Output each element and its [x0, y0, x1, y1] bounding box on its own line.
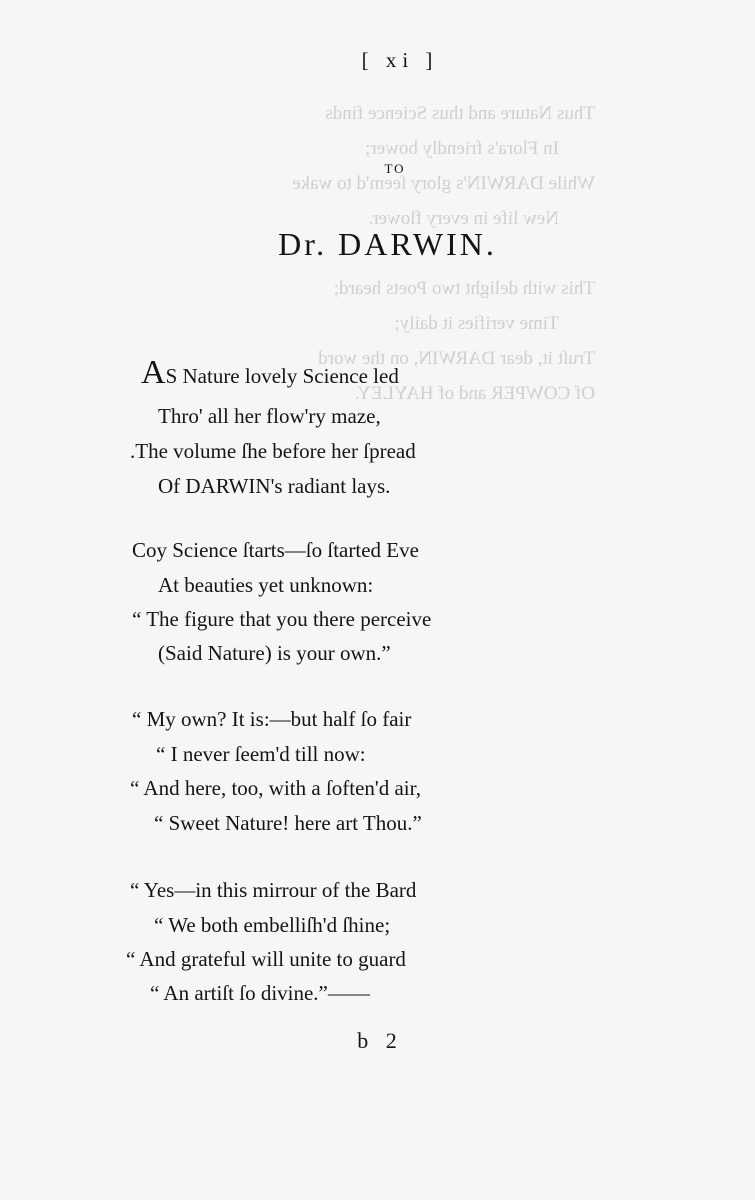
poem-line: “ And grateful will unite to guard: [126, 947, 406, 971]
show-through-text-decoration: Thus Nature and thus Science finds In Flora's friendly bower; While DARWIN's glory ſeem'd to wake New life in every flower. This with delight two Poets heard; Time verifies it daily; Truſt it, dear DARWIN, on the word Of COWPER and of HAYLEY.: [292, 103, 595, 404]
poem-line: (Said Nature) is your own.”: [158, 641, 391, 665]
poem-line: “ Sweet Nature! here art Thou.”: [154, 811, 422, 835]
drop-cap: A: [141, 354, 166, 391]
poem-line: AS Nature lovely Science led: [141, 354, 399, 391]
poem-line: “ Yes—in this mirrour of the Bard: [130, 878, 417, 902]
page-number: [ xi ]: [361, 48, 439, 72]
poem-line: “ And here, too, with a ſoften'd air,: [130, 776, 422, 800]
poem-line: Thro' all her flow'ry maze,: [158, 404, 381, 428]
poem-line: “ An artiſt ſo divine.”——: [150, 981, 370, 1005]
signature-mark: b 2: [357, 1028, 403, 1053]
poem-line: .The volume ſhe before her ſpread: [130, 439, 416, 463]
dedication-to: TO: [384, 161, 406, 176]
poem-line: Of DARWIN's radiant lays.: [158, 474, 391, 498]
poem-line: “ My own? It is:—but half ſo fair: [132, 707, 412, 731]
poem-line: “ We both embelliſh'd ſhine;: [154, 913, 391, 937]
poem-line: At beauties yet unknown:: [158, 573, 374, 597]
poem-line: Coy Science ſtarts—ſo ſtarted Eve: [132, 538, 419, 562]
poem-line: “ The figure that you there perceive: [132, 607, 432, 631]
poem-line: “ I never ſeem'd till now:: [156, 742, 366, 766]
page-title: Dr. DARWIN.: [278, 226, 497, 262]
